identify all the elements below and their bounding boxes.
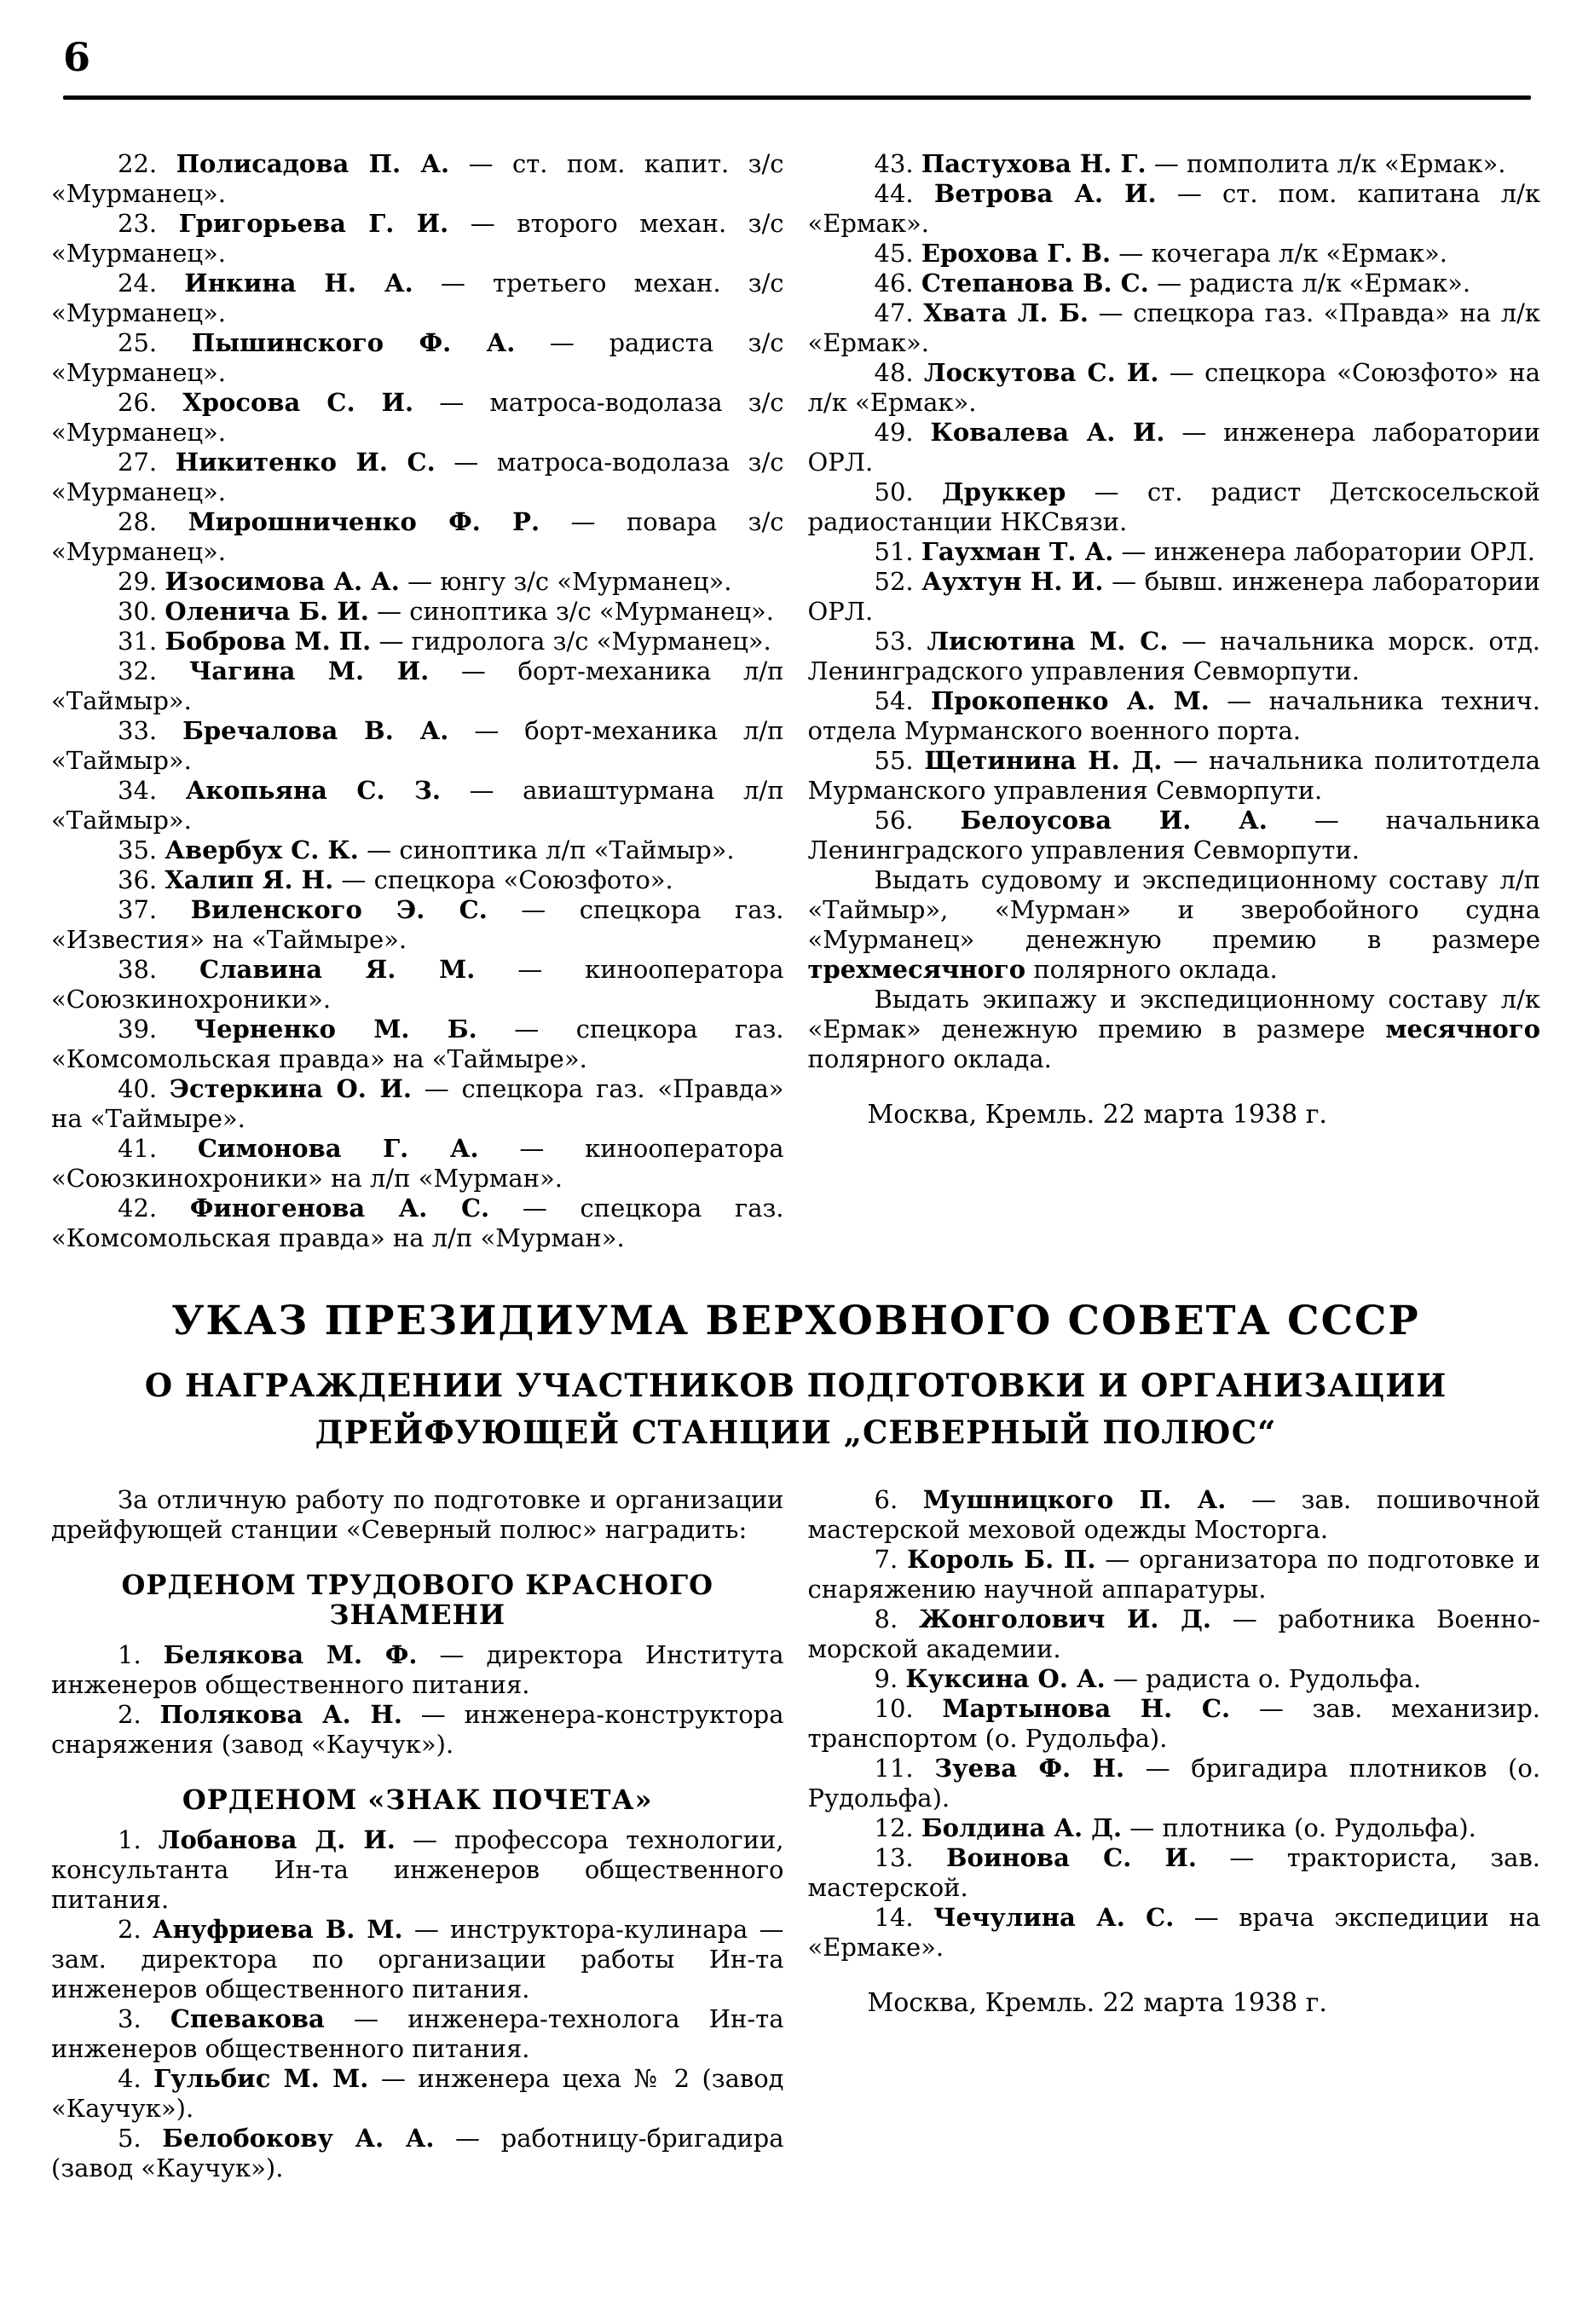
decree1-right-column xyxy=(808,149,1541,1253)
award-list-item xyxy=(51,388,784,448)
item-description: — профессора технологии, консультанта Ин-та инженеров общественного питания. xyxy=(51,1824,784,1914)
item-description: — работника Военно-морской академии. xyxy=(807,1604,1541,1663)
item-name: Авербух С. К. xyxy=(165,835,359,864)
paragraph-text: Выдать экипажу и экспедиционному составу л/к «Ермак» денежную премию в размере xyxy=(807,985,1540,1043)
item-description: — работницу-бригадира (завод «Каучук»). xyxy=(51,2123,784,2182)
item-number: 23. xyxy=(118,209,158,238)
award-list-item xyxy=(808,567,1541,627)
item-description: — борт-механика л/п «Таймыр». xyxy=(51,656,784,715)
item-name: Мушницкого П. А. xyxy=(922,1484,1227,1514)
item-name: Инкина Н. А. xyxy=(184,269,413,298)
item-name: Ковалева А. И. xyxy=(930,418,1165,447)
item-name: Виленского Э. С. xyxy=(190,895,488,924)
item-number: 50. xyxy=(874,477,914,506)
item-name: Полякова А. Н. xyxy=(159,1699,402,1729)
item-number: 40. xyxy=(118,1074,158,1103)
item-description: — третьего механ. з/с «Мурманец». xyxy=(51,269,784,327)
item-description: — спецкора газ. «Правда» на «Таймыре». xyxy=(51,1074,784,1133)
header-rule xyxy=(63,95,1531,100)
item-number: 44. xyxy=(874,179,914,208)
item-description: — спецкора «Союзфото». xyxy=(341,865,673,894)
item-description: — кинооператора «Союзкинохроники». xyxy=(51,955,784,1014)
paragraph-text: полярного оклада. xyxy=(807,1044,1052,1073)
item-name: Король Б. П. xyxy=(907,1544,1096,1574)
item-number: 7. xyxy=(874,1544,898,1574)
award1-header: ОРДЕНОМ ТРУДОВОГО КРАСНОГО ЗНАМЕНИ xyxy=(121,1568,713,1631)
award-list-item xyxy=(808,1694,1541,1754)
award-list-item xyxy=(51,149,784,209)
decree1-right-items xyxy=(808,149,1541,865)
item-name: Друккер xyxy=(942,477,1066,506)
item-name: Лоскутова С. И. xyxy=(923,358,1159,387)
item-description: — радиста з/с «Мурманец». xyxy=(51,328,784,387)
item-description: — радиста л/к «Ермак». xyxy=(1157,269,1471,298)
item-number: 32. xyxy=(118,656,158,685)
item-name: Полисадова П. А. xyxy=(176,149,450,178)
award-list-item xyxy=(51,1134,784,1194)
item-description: — зав. механизир. транспортом (о. Рудольфа). xyxy=(807,1693,1541,1753)
item-name: Черненко М. Б. xyxy=(193,1015,477,1043)
item-description: — начальника политотдела Мурманского управления Севморпути. xyxy=(807,746,1540,805)
item-description: — директора Института инженеров общественного питания. xyxy=(51,1639,784,1699)
award-list-item xyxy=(51,895,784,955)
award-list-item xyxy=(51,955,784,1015)
item-number: 31. xyxy=(118,627,158,656)
item-name: Гаухман Т. А. xyxy=(921,537,1114,566)
award-list-item xyxy=(808,1813,1541,1843)
item-number: 3. xyxy=(118,2003,142,2033)
award-list-item xyxy=(808,477,1541,537)
item-name: Халип Я. Н. xyxy=(165,865,334,894)
award-list-item xyxy=(808,179,1541,239)
item-name: Мартынова Н. С. xyxy=(942,1693,1231,1723)
item-number: 29. xyxy=(118,567,158,596)
item-description: — синоптика л/п «Таймыр». xyxy=(367,835,735,864)
award-list-item xyxy=(808,686,1541,746)
item-number: 22. xyxy=(118,149,158,178)
item-number: 24. xyxy=(118,269,158,298)
item-name: Щетинина Н. Д. xyxy=(924,746,1163,775)
award-list-item xyxy=(51,627,784,656)
item-name: Болдина А. Д. xyxy=(921,1812,1123,1842)
award-list-item xyxy=(51,1640,784,1700)
item-name: Чагина М. И. xyxy=(188,656,430,685)
item-number: 47. xyxy=(874,298,914,327)
decree2-body xyxy=(51,1485,1540,2183)
award-list-item xyxy=(51,1825,784,1915)
item-name: Лисютина М. С. xyxy=(927,627,1169,656)
paragraph-text: полярного оклада. xyxy=(1025,955,1278,984)
paragraph-bold-text: месячного xyxy=(1385,1015,1540,1043)
item-description: — инженера лаборатории ОРЛ. xyxy=(807,418,1541,477)
award-list-item xyxy=(51,1700,784,1760)
award-list-item xyxy=(51,656,784,716)
decree2-right-items xyxy=(808,1485,1541,1963)
item-name: Пастухова Н. Г. xyxy=(921,149,1146,178)
award-list-item xyxy=(51,776,784,835)
decree2-title: УКАЗ ПРЕЗИДИУМА ВЕРХОВНОГО СОВЕТА СССР xyxy=(171,1298,1420,1344)
award-list-item xyxy=(808,806,1541,865)
item-description: — бригадира плотников (о. Рудольфа). xyxy=(807,1753,1541,1812)
item-number: 30. xyxy=(118,597,158,626)
award-list-item xyxy=(51,597,784,627)
item-description: — зав. пошивочной мастерской меховой одежды Мосторга. xyxy=(807,1484,1541,1544)
award-list-item xyxy=(51,2064,784,2124)
item-number: 8. xyxy=(874,1604,898,1633)
item-description: — помполита л/к «Ермак». xyxy=(1153,149,1506,178)
award-list-item xyxy=(51,567,784,597)
item-number: 2. xyxy=(118,1699,142,1729)
award-list-item xyxy=(51,835,784,865)
item-number: 56. xyxy=(874,806,914,835)
award-list-item xyxy=(808,1604,1541,1664)
item-number: 43. xyxy=(874,149,914,178)
item-description: — кинооператора «Союзкинохроники» на л/п «Мурман». xyxy=(51,1134,784,1193)
item-number: 1. xyxy=(118,1824,142,1854)
decree1-body xyxy=(51,149,1540,1253)
award-list-item xyxy=(808,358,1541,418)
item-number: 9. xyxy=(874,1663,898,1693)
award2-items xyxy=(51,1825,784,2183)
item-description: — спецкора газ. «Известия» на «Таймыре». xyxy=(51,895,784,954)
item-name: Прокопенко А. М. xyxy=(931,686,1210,715)
item-number: 28. xyxy=(118,507,158,536)
decree1-left-column xyxy=(51,149,784,1253)
award-list-item xyxy=(808,627,1541,686)
bonus-paragraph-taimyr xyxy=(808,865,1541,985)
item-name: Гульбис М. М. xyxy=(153,2063,369,2093)
item-number: 5. xyxy=(118,2123,142,2153)
item-description: — инструктора-кулинара — зам. директора по организации работы Ин-та инженеров общественного питания. xyxy=(51,1914,784,2003)
award-list-item xyxy=(51,448,784,507)
item-number: 10. xyxy=(874,1693,914,1723)
item-name: Эстеркина О. И. xyxy=(169,1074,412,1103)
item-description: — юнгу з/с «Мурманец». xyxy=(407,567,732,596)
item-name: Хросова С. И. xyxy=(182,388,414,417)
item-name: Спевакова xyxy=(170,2003,325,2033)
item-name: Григорьева Г. И. xyxy=(178,209,449,238)
item-number: 6. xyxy=(874,1484,898,1514)
award-list-item xyxy=(51,2124,784,2183)
item-name: Аухтун Н. И. xyxy=(921,567,1104,596)
item-name: Белякова М. Ф. xyxy=(163,1639,418,1669)
award-list-item xyxy=(808,418,1541,477)
decree2-subtitle xyxy=(51,1362,1540,1456)
item-description: — начальника морск. отд. Ленинградского управления Севморпути. xyxy=(807,627,1541,685)
item-number: 11. xyxy=(874,1753,914,1783)
item-name: Чечулина А. С. xyxy=(933,1902,1175,1932)
item-number: 37. xyxy=(118,895,158,924)
item-number: 12. xyxy=(874,1812,914,1842)
item-description: — ст. пом. капит. з/с «Мурманец». xyxy=(51,149,784,208)
award1-items xyxy=(51,1640,784,1760)
item-name: Ануфриева В. М. xyxy=(152,1914,403,1944)
item-description: — плотника (о. Рудольфа). xyxy=(1129,1812,1476,1842)
award-list-item xyxy=(808,1754,1541,1813)
item-description: — матроса-водолаза з/с «Мурманец». xyxy=(51,448,784,506)
item-number: 1. xyxy=(118,1639,142,1669)
item-number: 53. xyxy=(874,627,914,656)
item-description: — организатора по подготовке и снаряжению научной аппаратуры. xyxy=(807,1544,1541,1604)
item-description: — повара з/с «Мурманец». xyxy=(51,507,784,566)
item-name: Финогенова А. С. xyxy=(189,1194,490,1223)
page-number: 6 xyxy=(63,34,91,80)
item-description: — матроса-водолаза з/с «Мурманец». xyxy=(51,388,784,447)
item-description: — инженера цеха № 2 (завод «Каучук»). xyxy=(51,2063,784,2123)
item-number: 4. xyxy=(118,2063,142,2093)
award2-header: ОРДЕНОМ «ЗНАК ПОЧЕТА» xyxy=(182,1783,653,1816)
item-name: Куксина О. А. xyxy=(905,1663,1106,1693)
decree2-left-column xyxy=(51,1485,784,2183)
item-description: — синоптика з/с «Мурманец». xyxy=(377,597,775,626)
award-list-item xyxy=(51,507,784,567)
item-number: 46. xyxy=(874,269,914,298)
item-description: — ст. радист Детскосельской радиостанции НКСвязи. xyxy=(807,477,1541,536)
item-description: — начальника Ленинградского управления Севморпути. xyxy=(807,806,1540,864)
item-description: — кочегара л/к «Ермак». xyxy=(1118,239,1447,268)
decree2-subtitle-line1: О НАГРАЖДЕНИИ УЧАСТНИКОВ ПОДГОТОВКИ И ОРГАНИЗАЦИИ xyxy=(144,1366,1447,1404)
item-name: Оленича Б. И. xyxy=(165,597,369,626)
item-number: 48. xyxy=(874,358,914,387)
item-description: — второго механ. з/с «Мурманец». xyxy=(51,209,784,268)
award-list-item xyxy=(808,239,1541,269)
decree1-date-line: Москва, Кремль. 22 марта 1938 г. xyxy=(867,1100,1327,1130)
award-list-item xyxy=(808,269,1541,298)
item-number: 2. xyxy=(118,1914,142,1944)
item-description: — спецкора газ. «Комсомольская правда» на «Таймыре». xyxy=(51,1015,784,1073)
item-number: 49. xyxy=(874,418,914,447)
item-name: Белоусова И. А. xyxy=(960,806,1268,835)
award-list-item xyxy=(808,537,1541,567)
item-number: 39. xyxy=(118,1015,158,1043)
item-description: — врача экспедиции на «Ермаке». xyxy=(807,1902,1540,1962)
award-list-item xyxy=(51,1194,784,1253)
item-number: 13. xyxy=(874,1842,914,1872)
item-description: — инженера-конструктора снаряжения (завод «Каучук»). xyxy=(51,1699,784,1759)
award-list-item xyxy=(51,1915,784,2004)
award-list-item xyxy=(51,1074,784,1134)
item-name: Акопьяна С. З. xyxy=(185,776,441,805)
item-name: Мирошниченко Ф. Р. xyxy=(188,507,540,536)
item-name: Изосимова А. А. xyxy=(165,567,400,596)
item-number: 34. xyxy=(118,776,158,805)
item-name: Пышинского Ф. А. xyxy=(191,328,516,357)
item-number: 27. xyxy=(118,448,158,477)
decree2-intro: За отличную работу по подготовке и организации дрейфующей станции «Северный полюс» наградить: xyxy=(51,1484,784,1544)
item-number: 42. xyxy=(118,1194,158,1223)
award-list-item xyxy=(51,2004,784,2064)
item-number: 55. xyxy=(874,746,914,775)
award-list-item xyxy=(808,746,1541,806)
item-description: — спецкора «Союзфото» на л/к «Ермак». xyxy=(807,358,1541,417)
item-description: — ст. пом. капитана л/к «Ермак». xyxy=(807,179,1540,238)
item-description: — инженера лаборатории ОРЛ. xyxy=(1121,537,1535,566)
award-list-item xyxy=(808,1903,1541,1963)
award-list-item xyxy=(808,1664,1541,1694)
award-list-item xyxy=(51,328,784,388)
item-name: Белобокову А. А. xyxy=(162,2123,435,2153)
decree2-right-column xyxy=(808,1485,1541,2183)
item-name: Зуева Ф. Н. xyxy=(934,1753,1125,1783)
item-description: — радиста о. Рудольфа. xyxy=(1112,1663,1422,1693)
item-number: 36. xyxy=(118,865,158,894)
award-list-item xyxy=(808,1485,1541,1545)
item-name: Никитенко И. С. xyxy=(175,448,436,477)
decree2-date-line: Москва, Кремль. 22 марта 1938 г. xyxy=(867,1987,1327,2018)
item-number: 26. xyxy=(118,388,158,417)
item-name: Боброва М. П. xyxy=(165,627,372,656)
item-number: 45. xyxy=(874,239,914,268)
paragraph-bold-text: трехмесячного xyxy=(807,955,1026,984)
award-list-item xyxy=(51,269,784,328)
item-description: — начальника технич. отдела Мурманского военного порта. xyxy=(807,686,1540,745)
item-description: — инженера-технолога Ин-та инженеров общественного питания. xyxy=(51,2003,784,2063)
item-name: Жонголович И. Д. xyxy=(918,1604,1211,1633)
item-name: Симонова Г. А. xyxy=(197,1134,479,1163)
item-description: — гидролога з/с «Мурманец». xyxy=(378,627,771,656)
decree2-subtitle-line2: ДРЕЙФУЮЩЕЙ СТАНЦИИ „СЕВЕРНЫЙ ПОЛЮС“ xyxy=(315,1413,1277,1451)
item-name: Ветрова А. И. xyxy=(933,179,1157,208)
award-list-item xyxy=(51,209,784,269)
item-number: 51. xyxy=(874,537,914,566)
item-number: 41. xyxy=(118,1134,158,1163)
item-description: — бывш. инженера лаборатории ОРЛ. xyxy=(807,567,1541,626)
item-name: Степанова В. С. xyxy=(921,269,1149,298)
award-list-item xyxy=(51,716,784,776)
item-name: Ерохова Г. В. xyxy=(921,239,1112,268)
bonus-paragraph-ermak xyxy=(808,985,1541,1074)
item-description: — авиаштурмана л/п «Таймыр». xyxy=(51,776,784,835)
item-description: — спецкора газ. «Правда» на л/к «Ермак». xyxy=(807,298,1541,357)
item-number: 14. xyxy=(874,1902,914,1932)
item-number: 33. xyxy=(118,716,158,745)
award-list-item xyxy=(808,149,1541,179)
item-description: — тракториста, зав. мастерской. xyxy=(807,1842,1540,1902)
award-list-item xyxy=(51,865,784,895)
award-list-item xyxy=(51,1015,784,1074)
award-list-item xyxy=(808,1545,1541,1604)
item-name: Славина Я. М. xyxy=(199,955,476,984)
item-description: — спецкора газ. «Комсомольская правда» на л/п «Мурман». xyxy=(51,1194,784,1252)
item-name: Бречалова В. А. xyxy=(182,716,449,745)
item-number: 54. xyxy=(874,686,914,715)
item-name: Воинова С. И. xyxy=(946,1842,1198,1872)
item-name: Хвата Л. Б. xyxy=(923,298,1089,327)
item-description: — борт-механика л/п «Таймыр». xyxy=(51,716,784,775)
item-name: Лобанова Д. И. xyxy=(158,1824,396,1854)
award-list-item xyxy=(808,1843,1541,1903)
award-list-item xyxy=(808,298,1541,358)
item-number: 52. xyxy=(874,567,914,596)
paragraph-text: Выдать судовому и экспедиционному составу л/п «Таймыр», «Мурман» и зверобойного судна «Мурманец» денежную премию в размере xyxy=(807,865,1540,954)
item-number: 38. xyxy=(118,955,158,984)
item-number: 25. xyxy=(118,328,158,357)
item-number: 35. xyxy=(118,835,158,864)
